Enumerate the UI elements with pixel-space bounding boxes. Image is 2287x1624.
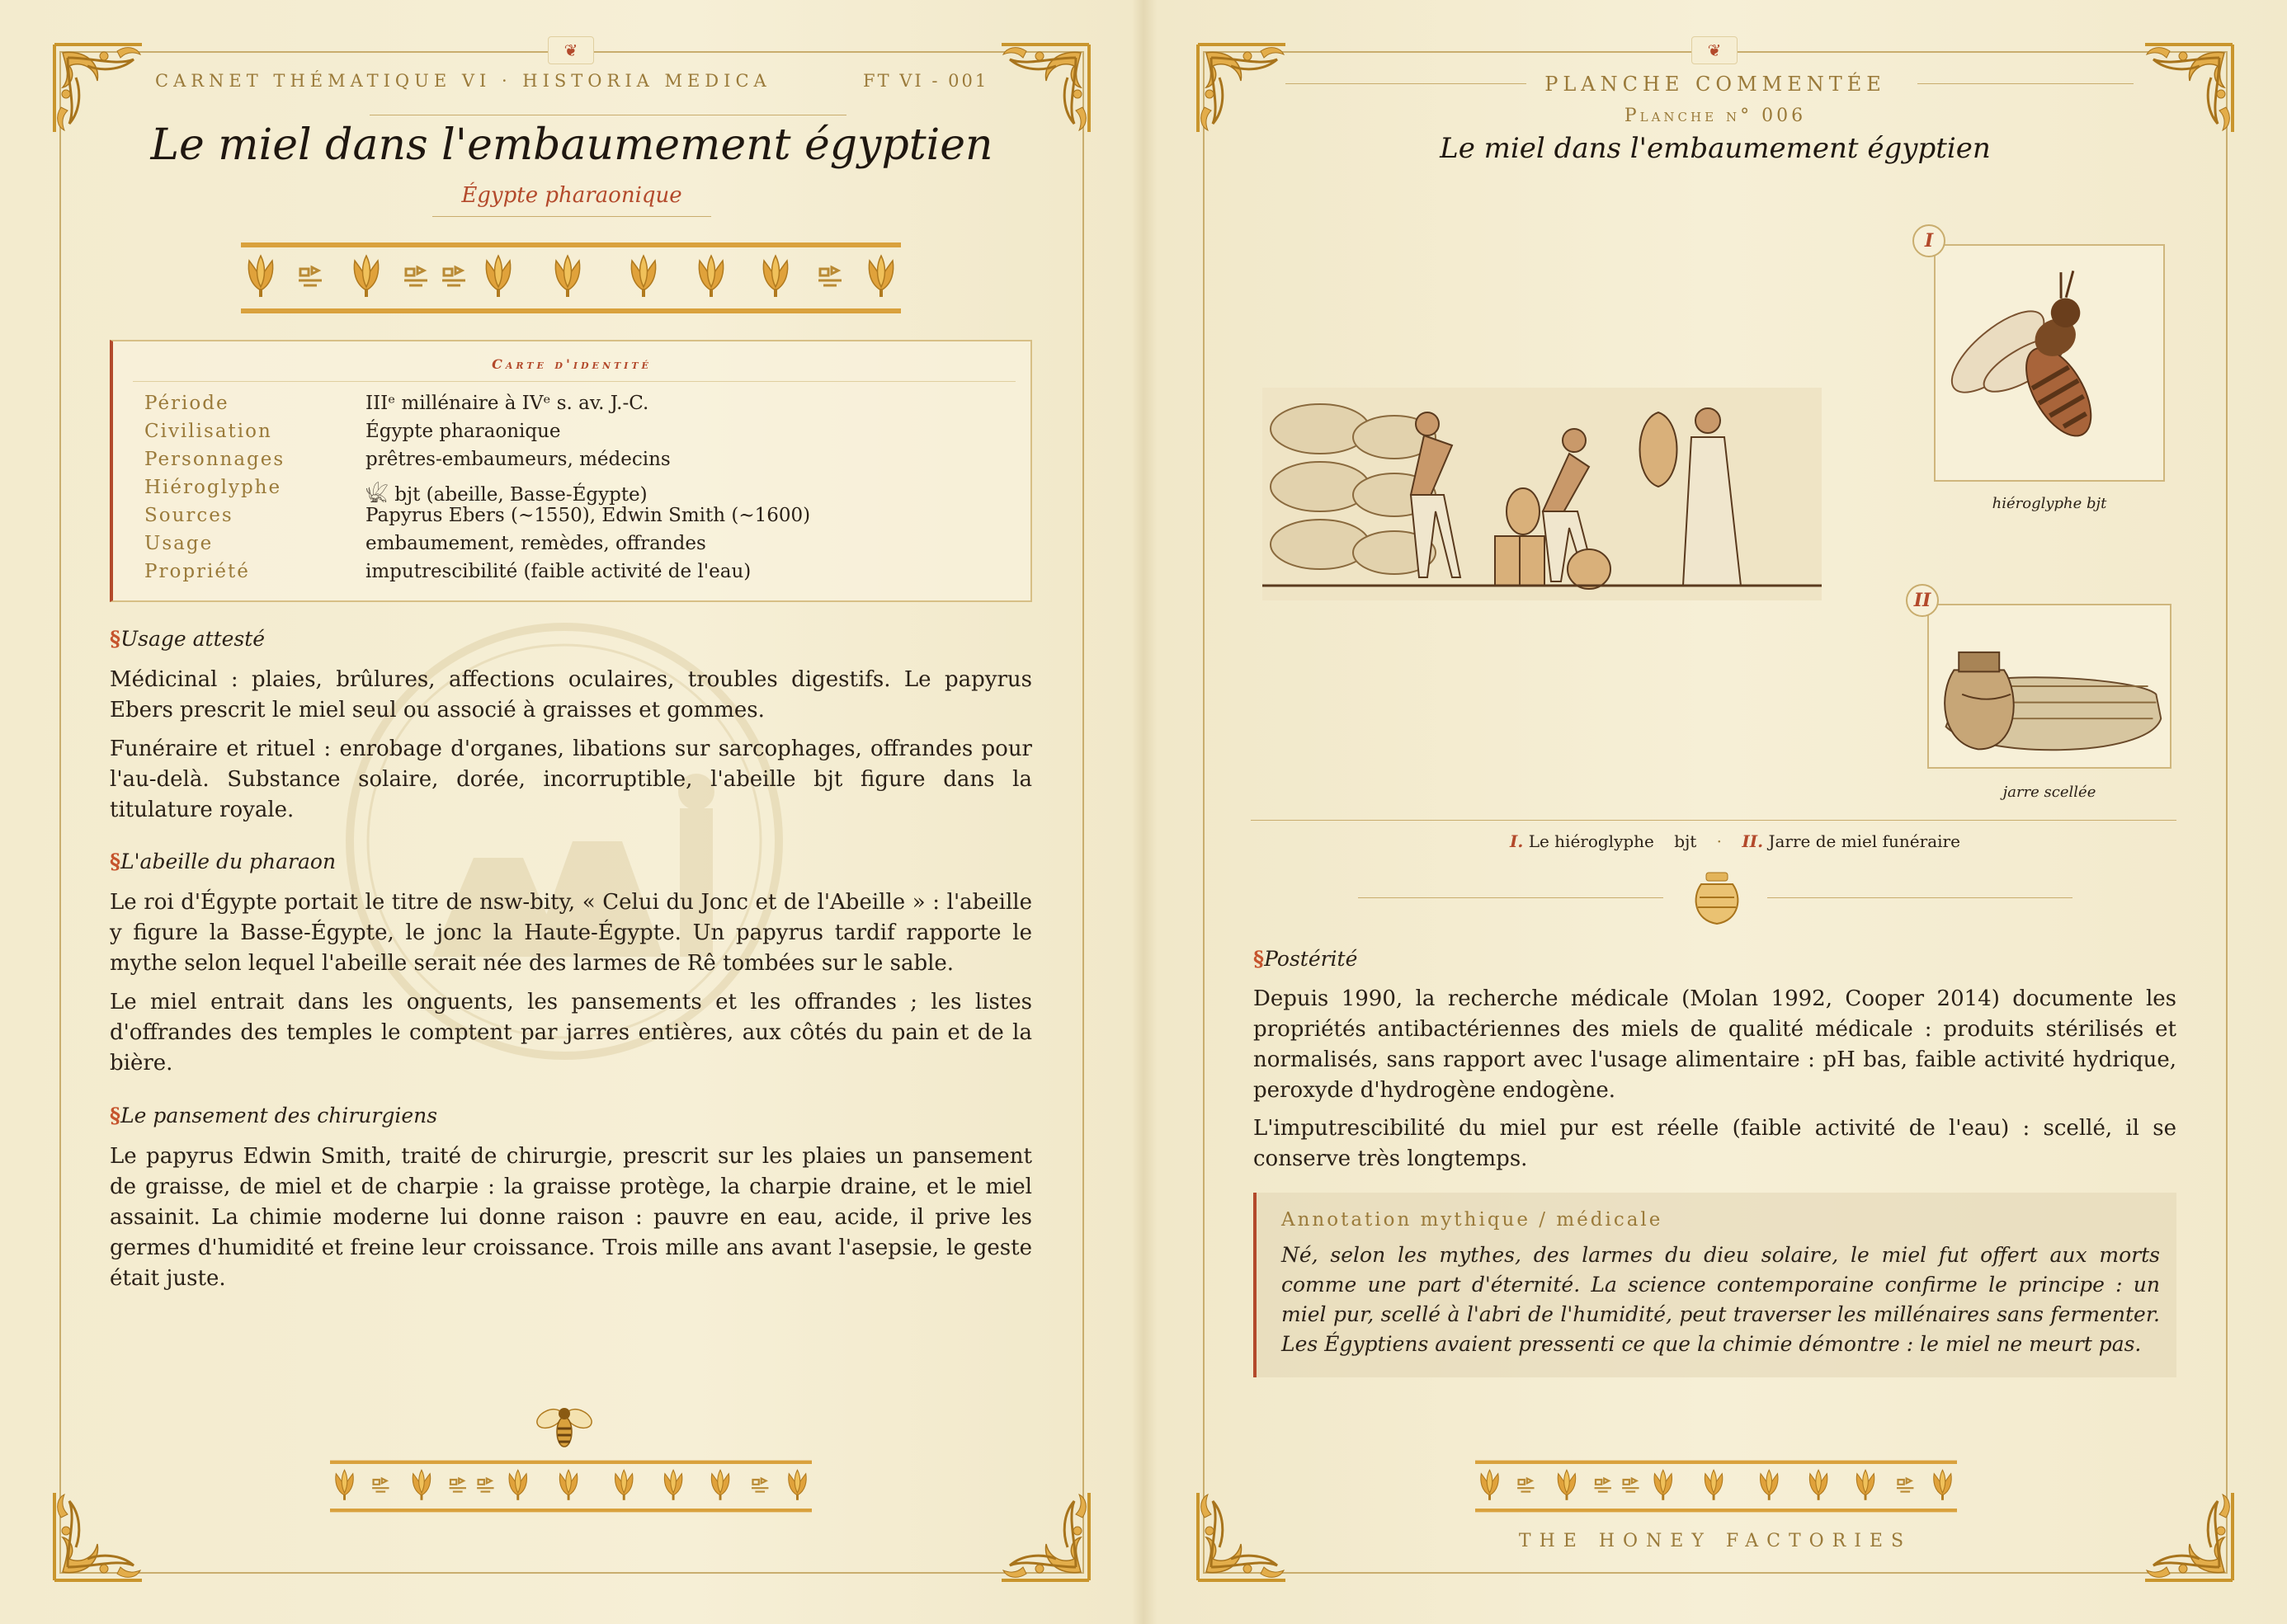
figure-number-badge: I <box>1912 224 1945 257</box>
identity-card-title: Carte d'identité <box>492 356 652 372</box>
lotus-frieze-icon <box>330 1458 812 1514</box>
annotation-title: Annotation mythique / médicale <box>1281 1209 1663 1231</box>
annotation-box <box>1253 1193 2176 1377</box>
honey-pot-icon <box>1691 869 1742 927</box>
section-heading: §Postérité <box>1253 947 1358 971</box>
section-heading: §Usage attesté <box>110 627 266 651</box>
bee-icon <box>535 1399 594 1453</box>
figure-number-badge: II <box>1906 584 1939 617</box>
honey-pot-icon: ❦ <box>548 36 594 64</box>
figure-caption: hiéroglyphe bjt <box>1992 495 2107 512</box>
lotus-frieze-icon <box>1475 1458 1957 1514</box>
figure-jar <box>1927 604 2171 769</box>
brand-footer: THE HONEY FACTORIES <box>1518 1531 1912 1551</box>
egyptian-scene-illustration <box>1262 388 1822 600</box>
page-subtitle: Égypte pharaonique <box>461 183 682 208</box>
paragraph: Le miel entrait dans les onguents, les pansements et les offrandes ; les listes d'offrandes des temples le comptent par jarres entières, aux côtés du pain et de la bière. <box>110 990 1032 1076</box>
ornate-corner-icon <box>995 1486 1092 1584</box>
paragraph: Funéraire et rituel : enrobage d'organes, libations sur sarcophages, offrandes pour l'au-delà. Substance solaire, dorée, incorruptible, l'abeille bjt figure dans la titulature royale. <box>110 737 1032 822</box>
honey-pot-icon: ❦ <box>1691 36 1738 64</box>
page-title: Le miel dans l'embaumement égyptien <box>150 120 993 170</box>
paragraph: Médicinal : plaies, brûlures, affections oculaires, troubles digestifs. Le papyrus Ebers prescrit le miel seul ou associé à graisses et gommes. <box>110 667 1032 723</box>
section-heading: §L'abeille du pharaon <box>110 850 337 873</box>
lotus-frieze-icon <box>241 241 901 315</box>
plate-number: Planche n° 006 <box>1624 106 1807 126</box>
figure-bee <box>1934 244 2165 482</box>
paragraph: L'imputrescibilité du miel pur est réelle (faible activité de l'eau) : scellé, il se conserve très longtemps. <box>1253 1116 2176 1171</box>
annotation-text: Né, selon les mythes, des larmes du dieu solaire, le miel fut offert aux morts comme une part d'éternité. La science contemporaine confirme le principe : un miel pur, scellé à l'abri de l'humidité, peut traverser les millénaires sans fermenter. Les Égyptiens avaient pressenti ce que la chimie démontre : le miel ne meurt pas. <box>1281 1243 2160 1356</box>
subtitle-rule <box>432 216 711 217</box>
paragraph: Le papyrus Edwin Smith, traité de chirurgie, prescrit sur les plaies un pansement de graisse, de miel et de charpie : la graisse protège, la charpie draine, et le miel assainit. La chimie moderne lui donne raison : pauvre en eau, acide, il prive les germes d'humidité et freine leur croissance. Trois mille ans avant l'asepsie, le geste était juste. <box>110 1144 1032 1291</box>
paragraph: Le roi d'Égypte portait le titre de nsw-bity, « Celui du Jonc et de l'Abeille » : l'abeille y figure la Basse-Égypte, le jonc la Haute-Égypte. Un papyrus tardif rapporte le mythe selon lequel l'abeille serait née des larmes de Rê tombées sur le sable. <box>110 890 1032 976</box>
ornate-corner-icon <box>51 1486 149 1584</box>
right-page <box>1144 0 2287 1624</box>
running-header: CARNET THÉMATIQUE VI · HISTORIA MEDICA <box>155 71 771 91</box>
figure-legend: I. Le hiéroglyphe bjt · II. Jarre de miel funéraire <box>1510 831 1960 851</box>
figure-caption: jarre scellée <box>2002 784 2096 801</box>
plate-header: PLANCHE COMMENTÉE <box>1544 73 1886 96</box>
folio-number: FT VI - 001 <box>863 71 989 91</box>
section-heading: §Le pansement des chirurgiens <box>110 1104 438 1127</box>
identity-card: Carte d'identité Période IIIᵉ millénaire à IVᵉ s. av. J.-C. Civilisation Égypte pharaonique Personnages prêtres-embaumeurs, médecins Hiéroglyphe 𓆤 bjt (abeille, Basse-Égypte) Sources Papyrus Ebers (~1550), Edwin Smith (~1600) Usage embaumement, remèdes, offrandes Propriété imputrescibilité (faible activité de l'eau) <box>110 340 1032 602</box>
paragraph: Depuis 1990, la recherche médicale (Molan 1992, Cooper 2014) documente les propriétés antibactériennes des miels de qualité médicale : produits stérilisés et normalisés, sans rapport avec l'usage alimentaire : pH bas, faible activité hydrique, peroxyde d'hydrogène endogène. <box>1253 986 2176 1103</box>
plate-title: Le miel dans l'embaumement égyptien <box>1440 132 1991 165</box>
